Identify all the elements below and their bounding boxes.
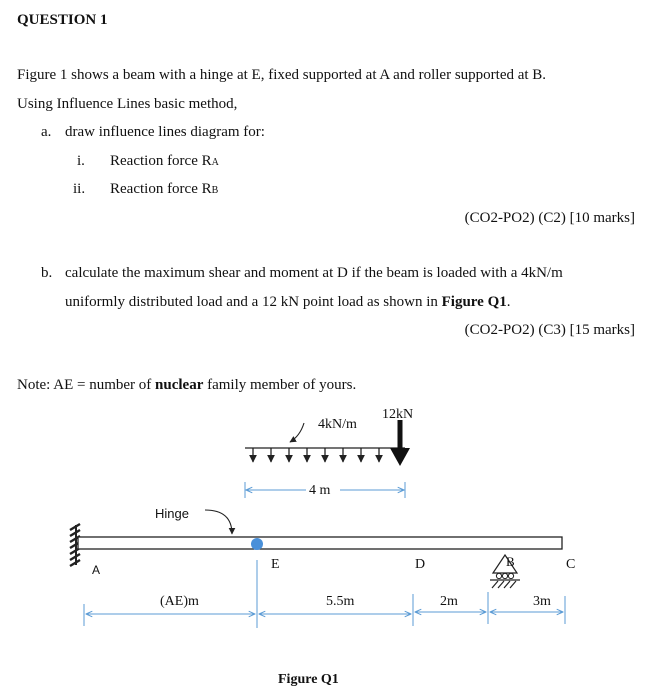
reaction-ra-subscript: A bbox=[211, 157, 219, 168]
span-dimensions bbox=[84, 560, 565, 628]
part-a-item-i-roman: i. bbox=[77, 153, 85, 169]
reaction-ra-text: Reaction force R bbox=[110, 153, 212, 169]
note-bold: nuclear bbox=[155, 377, 204, 393]
dim-ed-label: 5.5m bbox=[326, 594, 355, 609]
note-suffix: family member of yours. bbox=[203, 377, 357, 393]
udl-length-label: 4 m bbox=[309, 483, 331, 498]
hinge-circle bbox=[251, 538, 263, 550]
figure-ref: Figure Q1 bbox=[441, 294, 507, 310]
roller-support-b bbox=[490, 555, 520, 588]
reaction-rb-text: Reaction force R bbox=[110, 181, 212, 197]
intro-line-2: Using Influence Lines basic method, bbox=[17, 96, 238, 112]
part-b-line-1: calculate the maximum shear and moment at D if the beam is loaded with a 4kN/m bbox=[65, 265, 563, 281]
part-b-letter: b. bbox=[41, 265, 53, 281]
part-a-text: draw influence lines diagram for: bbox=[65, 124, 265, 140]
point-c-label: C bbox=[566, 557, 576, 572]
udl-pointer-curve bbox=[290, 423, 304, 442]
beam bbox=[78, 537, 562, 549]
part-a-item-ii bbox=[110, 180, 218, 200]
dim-bc-label: 3m bbox=[533, 594, 551, 609]
note-prefix: Note: AE = number of bbox=[17, 377, 156, 393]
figure-caption: Figure Q1 bbox=[278, 672, 339, 687]
part-a-item-i bbox=[110, 152, 219, 172]
part-b-marks: (CO2-PO2) (C3) [15 marks] bbox=[464, 322, 635, 338]
part-a-marks: (CO2-PO2) (C2) [10 marks] bbox=[464, 210, 635, 226]
dim-ae-label: (AE)m bbox=[160, 594, 199, 609]
point-b-label: B bbox=[506, 554, 515, 569]
question-title: QUESTION 1 bbox=[17, 12, 108, 28]
point-d-label: D bbox=[415, 557, 426, 572]
part-a-letter: a. bbox=[41, 124, 52, 140]
part-b-line-2-suffix: . bbox=[506, 294, 511, 310]
hinge-label: Hinge bbox=[155, 506, 189, 521]
dim-db-label: 2m bbox=[440, 594, 458, 609]
hinge-pointer bbox=[205, 510, 232, 534]
udl-label: 4kN/m bbox=[318, 417, 357, 432]
intro-line-1: Figure 1 shows a beam with a hinge at E, fixed supported at A and roller supported at B. bbox=[17, 67, 547, 83]
reaction-rb-subscript: B bbox=[211, 185, 219, 196]
point-load-label: 12kN bbox=[382, 407, 414, 422]
point-e-label: E bbox=[271, 557, 280, 572]
beam-figure bbox=[0, 390, 652, 700]
point-load-head bbox=[390, 448, 410, 466]
part-a-item-ii-roman: ii. bbox=[73, 181, 86, 197]
point-a-label: A bbox=[92, 563, 101, 577]
part-b-line-2 bbox=[65, 293, 511, 311]
part-b-line-2-prefix: uniformly distributed load and a 12 kN point load as shown in bbox=[65, 294, 442, 310]
point-load bbox=[390, 420, 410, 466]
